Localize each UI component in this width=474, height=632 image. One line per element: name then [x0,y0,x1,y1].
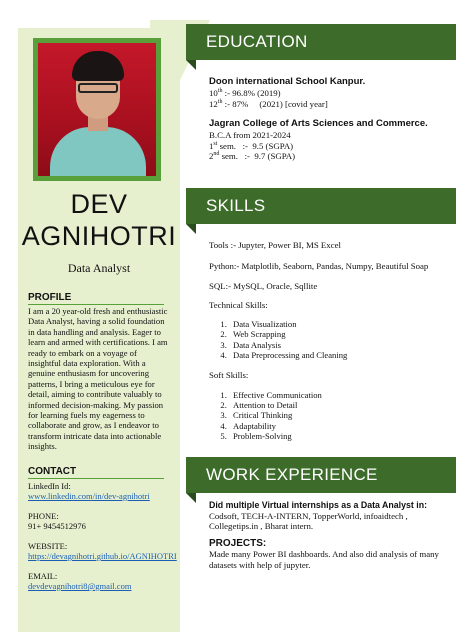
education-content [209,76,459,162]
school1-line2: 12th :- 87% (2021) [covid year] [209,98,328,109]
email-label: EMAIL: [28,571,58,581]
work-line1: Did multiple Virtual internships as a Data Analyst in: [209,500,428,510]
work-line2: Codsoft, TECH-A-INTERN, TopperWorld, infoaidtech , [209,510,408,521]
profile-text: I am a 20 year-old fresh and enthusiastic Data Analyst, having a solid foundation in data handling and analysis. Eager to learn and armed with certifications. I am ready to embark on a voyage of insightful data exploration. With a genuine enthusiasm for uncovering patterns, I bring a meticulous eye for detail, aiming to contribute valuably to informed decision-making. My passion for learning fuels my eagerness to collaborate and grow, as I endeavor to transform intricate data into actionable insights. [28,306,168,452]
soft-skills-list [209,390,459,441]
work-band: WORK EXPERIENCE [186,457,456,493]
contact-email [28,571,131,591]
profile-photo-frame [33,38,161,181]
linkedin-label: LinkedIn Id: [28,481,71,491]
soft-skills-label: Soft Skills: [209,370,249,381]
skills-band-corner [186,224,196,234]
work-line3: Collegetips.in , Bharat intern. [209,521,314,531]
phone-label: PHONE: [28,511,59,521]
name-last: AGNIHOTRI [21,221,177,251]
school2-name: Jagran College of Arts Sciences and Commerce. [209,118,428,129]
contact-heading: CONTACT [28,466,77,477]
education-band: EDUCATION [186,24,456,60]
contact-phone [28,511,86,531]
linkedin-link[interactable]: www.linkedin.com/in/dev-agnihotri [28,491,150,501]
profile-heading: PROFILE [28,292,72,303]
work-band-corner [186,493,196,503]
profile-rule [28,304,164,305]
education-band-corner [186,60,196,70]
list-item: 4. Adaptability [229,421,459,431]
phone-value: 91+ 9454512976 [28,521,86,531]
list-item: 4. Data Preprocessing and Cleaning [229,350,459,360]
technical-skills-list [209,319,459,360]
school1-line1: 10th :- 96.8% (2019) [209,88,281,98]
list-item: 2. Web Scrapping [229,329,459,339]
contact-website [28,541,177,561]
list-item: 2. Attention to Detail [229,400,459,410]
work-content [209,500,459,570]
list-item: 3. Data Analysis [229,340,459,350]
skills-sql: SQL:- MySQL, Oracle, Sqllite [209,281,318,291]
list-item: 1. Data Visualization [229,319,459,329]
skills-content [209,240,459,441]
list-item: 1. Effective Communication [229,390,459,400]
skills-python: Python:- Matplotlib, Seaborn, Pandas, Numpy, Beautiful Soap [209,260,429,271]
projects-heading: PROJECTS: [209,537,267,549]
contact-rule [28,478,164,479]
list-item: 3. Critical Thinking [229,410,459,420]
skills-tools: Tools :- Jupyter, Power BI, MS Excel [209,240,341,250]
skills-band: SKILLS [186,188,456,224]
person-name [18,188,180,252]
profile-photo [38,43,156,176]
school2-line1: B.C.A from 2021-2024 [209,130,291,140]
projects-text: Made many Power BI dashboards. And also did analysis of many datasets with help of jupyter. [209,549,439,570]
technical-skills-label: Technical Skills: [209,299,268,310]
school1-name: Doon international School Kanpur. [209,76,366,87]
email-link[interactable]: devdevagnihotri8@gmail.com [28,581,132,591]
contact-linkedin [28,481,150,501]
website-label: WEBSITE: [28,541,68,551]
school2-sem1: 1st sem. :- 9.5 (SGPA) [209,140,294,151]
name-first: DEV [70,189,128,219]
job-role: Data Analyst [67,261,131,275]
website-link[interactable]: https://devagnihotri.github.io/AGNIHOTRI [28,551,177,561]
school2-sem2: 2nd sem. :- 9.7 (SGPA) [209,151,296,161]
list-item: 5. Problem-Solving [229,431,459,441]
